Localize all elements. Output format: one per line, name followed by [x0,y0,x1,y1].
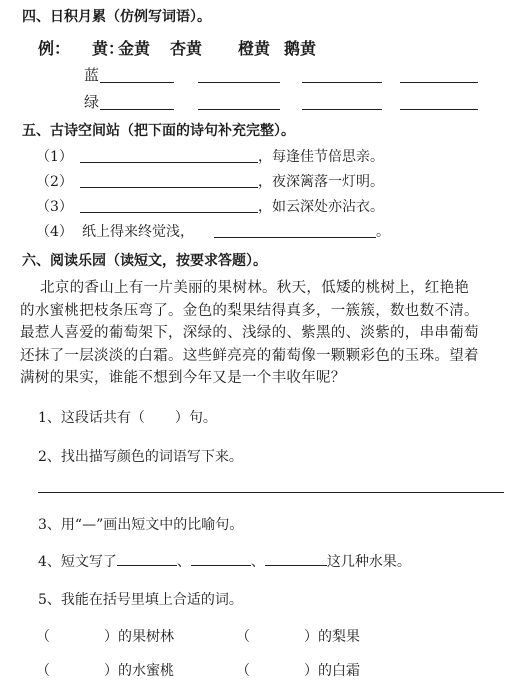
q5-item-1-close: ）的果树林 [104,629,174,645]
section6-title: 六、阅读乐园（读短文，按要求答题）。 [22,253,267,269]
q5-item-2 [236,626,360,646]
example-word-4: 鹅黄 [284,39,317,58]
poem-item-2-num: （2） [36,174,73,190]
passage-line-1: 北京的香山上有一片美丽的果树林。秋天，低矮的桃树上，红艳艳 [40,280,470,296]
poem-item-4-num: （4） [36,224,73,240]
blank-green-3[interactable] [302,109,382,110]
q5-item-3-close: ）的水蜜桃 [104,663,174,679]
passage-line-4: 还抹了一层淡淡的白霜。这些鲜亮亮的葡萄像一颗颗彩色的玉珠。望着 [20,347,479,364]
q5-item-1-open: （ [36,629,50,645]
q5-item-3 [36,660,174,680]
blank-blue-2[interactable] [198,82,280,83]
poem-blank-3[interactable] [80,212,258,213]
example-label: 例： [38,39,71,58]
poem-item-2-text: ，夜深篱落一灯明。 [258,174,384,190]
row-label-green: 绿 [84,93,100,111]
question-4-sep-2: 、 [250,554,265,570]
reading-passage [20,277,502,390]
passage-line-5: 满树的果实，谁能不想到今年又是一个丰收年呢？ [20,370,346,386]
question-4-blank-1[interactable] [117,551,177,566]
passage-line-3: 最惹人喜爱的葡萄架下，深绿的、浅绿的、紫黑的、淡紫的，串串葡萄 [20,325,479,341]
question-4-sep-1: 、 [176,554,191,570]
poem-blank-2[interactable] [80,187,258,188]
question-5: 5、我能在括号里填上合适的词。 [38,592,243,608]
q5-item-2-open: （ [236,629,250,645]
example-head: 黄： [92,39,125,58]
blank-blue-4[interactable] [400,82,478,83]
q5-item-2-close: ）的梨果 [304,629,360,645]
q5-item-4-close: ）的白霜 [304,663,360,679]
question-2: 2、找出描写颜色的词语写下来。 [38,449,243,465]
blank-blue-3[interactable] [302,82,382,83]
q5-item-4 [236,660,360,680]
poem-blank-4[interactable] [214,237,376,238]
poem-item-4-text: 纸上得来终觉浅， [82,224,194,240]
poem-item-1-num: （1） [36,149,73,165]
blank-blue-1[interactable] [100,82,174,83]
question-4 [38,551,411,571]
section5-title: 五、古诗空间站（把下面的诗句补充完整）。 [22,123,295,139]
question-1 [38,407,217,427]
section4-title: 四、日积月累（仿例写词语）。 [22,9,211,25]
q5-item-4-open: （ [236,663,250,679]
blank-green-2[interactable] [198,109,280,110]
passage-line-2: 的水蜜桃把枝条压弯了。金色的梨果结得真多，一簇簇，数也数不清。 [20,302,479,319]
q5-item-3-open: （ [36,663,50,679]
poem-item-3-num: （3） [36,199,73,215]
q5-item-1 [36,626,174,646]
question-4-before: 4、短文写了 [38,554,117,570]
question-4-after: 这几种水果。 [326,554,411,570]
poem-item-4-end: 。 [376,224,390,240]
question-1-after: ）句。 [174,410,217,426]
example-word-2: 杏黄 [170,39,203,58]
blank-green-4[interactable] [400,109,478,110]
example-word-3: 橙黄 [238,39,271,58]
question-2-answer-line[interactable] [38,492,504,493]
question-4-blank-2[interactable] [191,551,251,566]
question-4-blank-3[interactable] [265,551,327,566]
poem-blank-1[interactable] [80,162,258,163]
question-3: 3、用“—”画出短文中的比喻句。 [38,517,244,533]
question-1-before: 1、这段话共有（ [38,410,145,426]
poem-item-1-text: ，每逢佳节倍思亲。 [258,149,384,165]
example-word-1: 金黄 [118,39,151,58]
row-label-blue: 蓝 [84,66,100,84]
poem-item-3-text: ，如云深处亦沾衣。 [258,199,384,215]
blank-green-1[interactable] [100,109,174,110]
